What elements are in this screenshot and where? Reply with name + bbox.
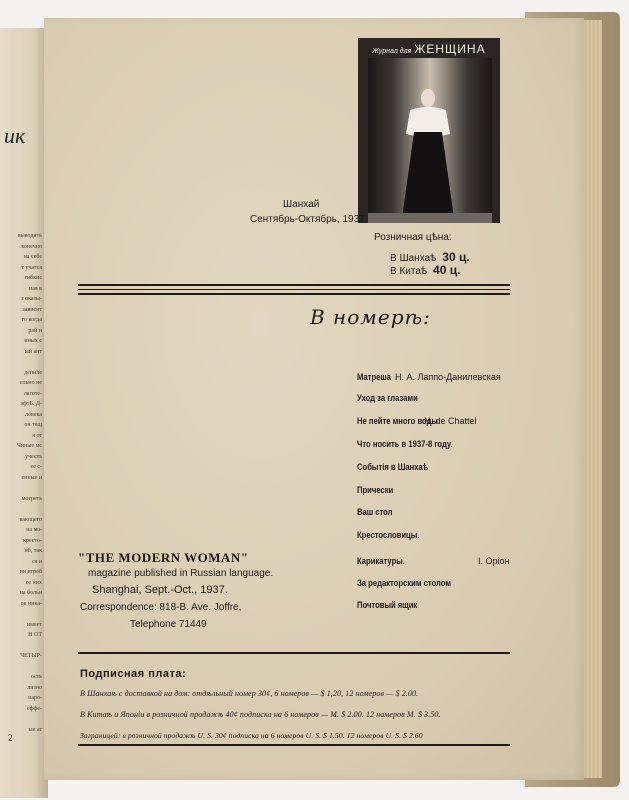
left-page-text-fragment: Чиные мс [17, 443, 42, 449]
left-page [0, 28, 48, 798]
issue-date: Сентябрь-Октябрь, 1937 [250, 214, 365, 225]
left-page-text-fragment: на больи [19, 590, 42, 596]
left-page-text-fragment: нб, так [24, 548, 42, 554]
retail-price-label: Розничная цѣна: [374, 232, 452, 243]
left-page-text-fragment: конечно [21, 243, 42, 250]
toc-item-title: Крестословицы. [357, 530, 420, 540]
left-page-text-fragment: ые ат [28, 726, 42, 733]
left-page-text-fragment: иных с [24, 338, 42, 344]
subscription-rule [78, 652, 510, 654]
left-page-text-fragment: рай и [28, 327, 42, 334]
left-page-text-fragment: учесть [25, 453, 42, 460]
left-page-text-fragment: ок ника- [20, 600, 42, 607]
toc-item-author: I. Орiон [478, 556, 510, 566]
left-page-text-fragment: наро- [28, 695, 42, 701]
toc-item-title: Почтовый ящик [357, 600, 418, 610]
left-page-text-fragment: ее них [25, 579, 42, 586]
toc-item-title: Что носить в 1937-8 году. [357, 439, 453, 449]
left-page-text-fragment: ная в [29, 285, 42, 292]
subscription-line-abroad: Заграницей: в розничной продажѣ U. S. 30¢ подписка на 6 номеров U. S. $ 1.50. 12 номеров U. S. $ 2.60 [80, 731, 423, 740]
left-page-text-fragment: он тещ [24, 422, 42, 428]
header-rule-mid [78, 289, 510, 290]
subscription-line-china: В Китаѣ и Японiи в розничной продажѣ 40¢ подписка на 6 номеров — M. $ 2.00. 12 номеров M. $ 3.50. [80, 710, 441, 719]
english-telephone: Telephone 71449 [130, 619, 207, 630]
left-page-text-fragment: депиле [24, 369, 42, 376]
magazine-page [44, 18, 584, 780]
left-page-text-fragment: ии втроб [19, 569, 42, 575]
left-page-text-fragment: еффе- [26, 705, 42, 712]
left-page-text-fragment: ловека [25, 411, 42, 418]
left-page-text-fragment: енные и [21, 474, 42, 481]
left-page-number: 2 [8, 733, 13, 743]
footer-rule [78, 744, 510, 746]
toc-item-title: Карикатуры. [357, 556, 405, 566]
left-page-text-fragment: ЧЕТЫР- [20, 653, 42, 659]
subscription-line-shanghai: В Шанхаѣ с доставкой на дом: отдѣльный номер 30¢, 6 номеров — $ 1,20, 12 номеров — $ 2.00. [80, 689, 419, 698]
left-page-text-fragment: з оказы- [21, 296, 42, 302]
cover-magazine-title: Журнал для ЖЕНЩИНА [372, 42, 486, 56]
left-page-text-fragment: на себе [23, 254, 42, 260]
english-line-2: Shanghai, Sept.-Oct., 1937. [92, 584, 228, 596]
header-rule-bottom [78, 293, 510, 295]
english-correspondence: Correspondence: 818-B. Ave. Joffre, [80, 602, 242, 613]
left-page-text-fragment: го когда [21, 317, 42, 323]
toc-item-title: Прически [357, 485, 394, 495]
toc-item-author: Н. А. Лаппо-Данилевская [395, 372, 501, 382]
left-page-text-fragment: эфтБ. Д- [20, 401, 42, 407]
left-page-text-fragment: я от [32, 432, 42, 439]
left-page-text-fragment: Н ОТ [28, 632, 42, 638]
cover-photo [358, 38, 500, 223]
left-page-text-fragment: ость [30, 674, 42, 680]
header-rule-top [78, 284, 510, 286]
english-line-1: magazine published in Russian language. [88, 568, 274, 579]
left-page-text-fragment: т учатся [21, 264, 42, 271]
toc-item-title: Ваш стол [357, 507, 393, 517]
left-page-text-fragment: на ма- [26, 527, 42, 533]
toc-item-title: За редакторским столом [357, 578, 451, 588]
english-title: "THE MODERN WOMAN" [78, 550, 249, 565]
left-page-text-fragment: выводить [17, 233, 42, 239]
left-page-text-fragment: лаготе- [23, 390, 42, 397]
left-page-text-fragment: вающего [19, 516, 42, 523]
toc-item-title: Событiя в Шанхаѣ [357, 462, 429, 472]
left-page-text-fragment: ельно не [20, 380, 42, 386]
left-page-text-fragment: ый ант [24, 348, 42, 355]
left-page-heading-fragment: ик [4, 123, 26, 148]
left-page-text-fragment: кресто- [23, 537, 42, 544]
left-page-text-fragment: ся и [31, 558, 42, 565]
left-page-text-fragment: имеет [27, 621, 42, 628]
toc-heading: В номерѣ: [310, 305, 431, 329]
toc-item-author: N. de Chattel [424, 416, 477, 426]
left-page-text-fragment: ее с- [30, 464, 42, 470]
city-label: Шанхай [283, 199, 320, 210]
toc-item-title: Уход за глазами [357, 393, 418, 403]
woman-figure-illustration [358, 38, 500, 223]
toc-item-title: Не пейте много воды [357, 416, 439, 426]
left-page-text-fragment: зависит [22, 306, 42, 313]
left-page-text-fragment: лизно [27, 684, 42, 691]
left-page-text-fragment: мотреть [21, 495, 42, 502]
subscription-heading: Подписная плата: [80, 668, 187, 680]
price-china: В Китаѣ 40 ц. [390, 263, 461, 277]
left-page-text-fragment: гибкие [24, 275, 42, 281]
price-shanghai: В Шанхаѣ 30 ц. [390, 250, 470, 264]
toc-item-title: Матреша [357, 372, 392, 382]
